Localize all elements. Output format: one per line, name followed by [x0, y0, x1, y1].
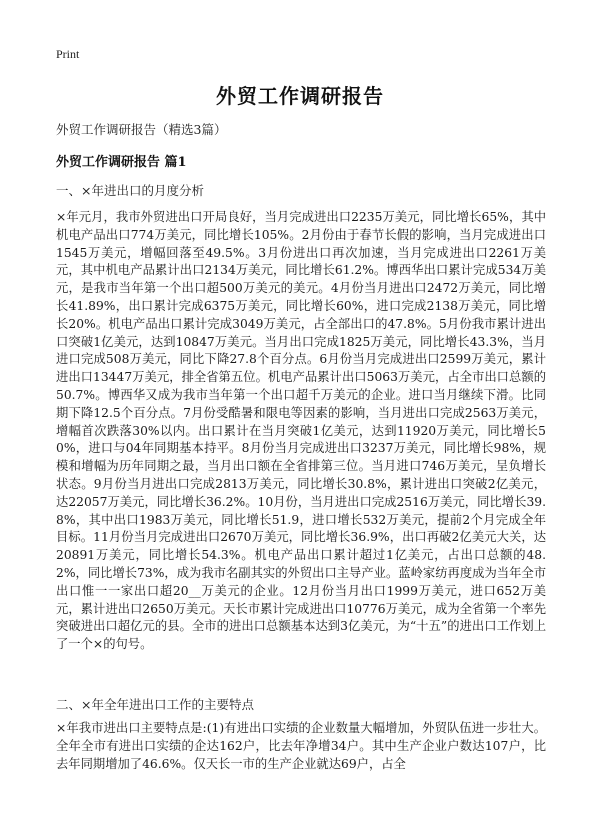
part2-paragraph: ×年我市进出口主要特点是:(1)有进出口实绩的企业数量大幅增加，外贸队伍进一步壮大。全年全市有进出口实绩的企达162户，比去年净增34户。其中生产企业户数达107户，比去年同期增加了46.6%。仅天长一市的生产企业就达69户，占全: [56, 721, 546, 771]
section-heading: 外贸工作调研报告 篇1: [56, 155, 187, 170]
part1-paragraph: ×年元月，我市外贸进出口开局良好，当月完成进出口2235万美元，同比增长65%，其中机电产品出口774万美元，同比增长105%。2月份由于春节长假的影响，当月完成进出口1545万美元，增幅回落至49.5%。3月份进出口再次加速，当月完成进出口2261万美元，其中机电产品累计出口2134万美元，同比增长61.2%。博西华出口累计完成534万美元，是我市当年第一个出口超500万美元的美元。4月份当月进出口2472万美元，同比增长41.89%，出口累计完成6375万美元，同比增长60%，进口完成2138万美元，同比增长20%。机电产品出口累计完成3049万美元，占全部出口的47.8%。5月份我市累计进出口突破1亿美元，达到10847万美元。当月出口完成1825万美元，同比增长43.3%，当月进口完成508万美元，同比下降27.8个百分点。6月份当月完成进出口2599万美元，累计进出口13447万美元，排全省第五位。机电产品累计出口5063万美元，占全市出口总额的50.7%。博西华又成为我市当年第一个出口超千万美元的企业。进口当月继续下滑。比同期下降12.5个百分点。7月份受酷暑和限电等因素的影响，当月进出口完成2563万美元，增幅首次跌落30%以内。出口累计在当月突破1亿美元，达到11920万美元，同比增长50%，进口与04年同期基本持平。8月份当月完成进出口3237万美元，同比增长98%，规模和增幅为历年同期之最，当月出口额在全省排第三位。当月进口746万美元，呈负增长状态。9月份当月进出口完成2813万美元，同比增长30.8%，累计进出口突破2亿美元，达22057万美元，同比增长36.2%。10月份，当月进出口完成2516万美元，同比增长39.8%，其中出口1983万美元，同比增长51.9，进口增长532万美元，提前2个月完成全年目标。11月份当月完成进出口2670万美元，同比增长36.9%，出口再破2亿美元大关，达20891万美元，同比增长54.3%。机电产品出口累计超过1亿美元，占出口总额的48.2%，同比增长73%，成为我市名副其实的外贸出口主导产业。蓝岭家纺再度成为当年全市出口惟一一家出口超20__万美元的企业。12月份当月出口1999万美元，进口652万美元，累计进出口2650万美元。天长市累计完成进出口10776万美元，成为全省第一个率先突破进出口超亿元的县。全市的进出口总额基本达到3亿美元，为“十五”的进出口工作划上了一个×的句号。: [56, 210, 546, 652]
part1-heading: 一、×年进出口的月度分析: [56, 183, 204, 198]
page-title: 外贸工作调研报告: [216, 84, 384, 108]
part2-heading: 二、×年全年进出口工作的主要特点: [56, 697, 254, 712]
document-subtitle: 外贸工作调研报告（精选3篇）: [56, 122, 227, 137]
print-label: Print: [56, 47, 80, 61]
